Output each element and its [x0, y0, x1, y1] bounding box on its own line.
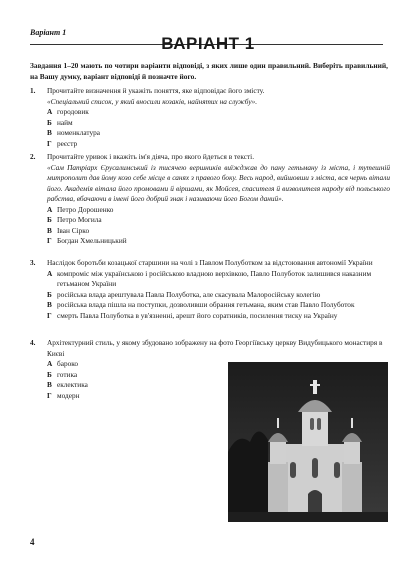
running-header-variant: Варіант 1: [30, 28, 67, 37]
question-text: Прочитайте уривок і вкажіть ім'я діяча, про якого йдеться в тексті.: [47, 152, 255, 161]
instructions: Завдання 1–20 мають по чотири варіанти відповіді, з яких лише один правильний. Виберіть правильний, на Вашу думку, варіант відповіді й позначте його.: [30, 61, 388, 81]
option-b[interactable]: Б російська влада арештувала Павла Полуботка, але скасувала Малоросійську колегію: [47, 289, 321, 299]
question-number: 2.: [30, 152, 36, 161]
church-photo: [228, 362, 388, 522]
option-v[interactable]: В Іван Сірко: [47, 225, 90, 235]
question-text: Наслідок боротьби козацької старшини на чолі з Павлом Полуботком за відстоювання автономії України: [47, 258, 373, 267]
question-3: [30, 258, 390, 321]
option-g[interactable]: Г модерн: [47, 390, 80, 400]
option-a[interactable]: А компроміс між українською і російською владною верхівкою, Павло Полуботок залишився наказним гетьманом України: [47, 268, 372, 288]
option-g[interactable]: Г реєстр: [47, 138, 78, 148]
page-number: 4: [30, 537, 35, 547]
question-quote: «Сам Патріарх Єрусалимський із тисячею вершників виїжджав до пану гетьману із міста, і тутешній митрополит дав йому козо себе місце в санях з правого боку. Весь народ, вийшовши з міста, вся чернь вітали його. Академія вітала його промовами й віршами, як Мойсея, спасителя й визволителя народу від польського рабства, вбачаючи в імені його добрий знак і називаючи його Богом даний».: [47, 162, 390, 203]
option-a[interactable]: А городовик: [47, 107, 89, 116]
question-number: 4.: [30, 338, 36, 347]
question-text: Прочитайте визначення й укажіть поняття, яке відповідає його змісту.: [47, 86, 265, 95]
option-g[interactable]: Г Богдан Хмельницький: [47, 236, 127, 245]
question-number: 1.: [30, 86, 36, 95]
option-v[interactable]: В еклектика: [47, 380, 88, 389]
option-g[interactable]: Г смерть Павла Полуботка в ув'язненні, арешт його соратників, посилення тиску на Україну: [47, 310, 338, 320]
option-v[interactable]: В номенклатура: [47, 128, 101, 137]
page-title: ВАРІАНТ 1: [161, 34, 255, 53]
option-a[interactable]: А Петро Дорошенко: [47, 204, 114, 214]
question-4: [30, 338, 383, 401]
option-b[interactable]: Б Петро Могила: [47, 215, 102, 224]
question-quote: «Спеціальний список, у який вносили козаків, найнятих на службу».: [47, 96, 258, 106]
option-b[interactable]: Б готика: [47, 369, 78, 379]
question-number: 3.: [30, 258, 36, 267]
church-photo-image: [228, 362, 388, 522]
question-2: [30, 152, 390, 247]
question-1: [30, 86, 390, 149]
option-b[interactable]: Б найм: [47, 117, 73, 127]
question-text: Архітектурний стиль, у якому збудовано зображену на фото Георгіївську церкву Видубицького монастиря в Києві: [47, 338, 383, 358]
option-v[interactable]: В російська влада пішла на поступки, дозволивши обрання гетьмана, яким став Павло Полуботок: [47, 300, 355, 309]
option-a[interactable]: А бароко: [47, 359, 79, 368]
